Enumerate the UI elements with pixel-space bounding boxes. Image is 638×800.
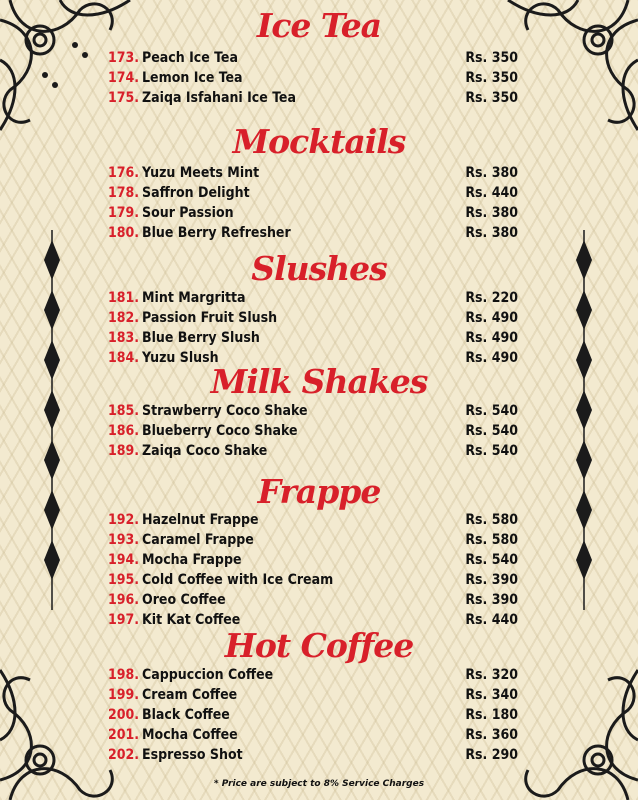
item-number: 195. (108, 572, 140, 588)
item-number: 178. (108, 185, 140, 201)
item-number: 179. (108, 205, 140, 221)
item-number: 184. (108, 350, 140, 366)
item-number: 183. (108, 330, 140, 346)
item-name: Sour Passion (142, 205, 234, 221)
item-name: Caramel Frappe (142, 532, 254, 548)
item-number: 196. (108, 592, 140, 608)
item-name: Yuzu Meets Mint (142, 165, 260, 181)
item-number: 198. (108, 667, 140, 683)
item-number: 176. (108, 165, 140, 181)
menu-item (108, 530, 518, 550)
item-name: Cream Coffee (142, 687, 238, 703)
item-number: 182. (108, 310, 140, 326)
menu-item (108, 590, 518, 610)
item-price: Rs. 320 (465, 667, 518, 683)
item-price: Rs. 540 (465, 403, 518, 419)
menu-item (108, 308, 518, 328)
menu-item (108, 68, 518, 88)
item-name: Strawberry Coco Shake (142, 403, 308, 419)
item-price: Rs. 350 (465, 90, 518, 106)
item-price: Rs. 490 (465, 350, 518, 366)
item-name: Blueberry Coco Shake (142, 423, 298, 439)
menu-item (108, 441, 518, 461)
item-price: Rs. 220 (465, 290, 518, 306)
item-name: Espresso Shot (142, 747, 243, 763)
section-title-milk-shakes: Milk Shakes (210, 362, 428, 401)
item-price: Rs. 540 (465, 423, 518, 439)
item-price: Rs. 180 (465, 707, 518, 723)
service-charge-note: * Price are subject to 8% Service Charges (213, 779, 425, 789)
item-price: Rs. 580 (465, 512, 518, 528)
menu-item (108, 288, 518, 308)
menu-item (108, 705, 518, 725)
item-number: 193. (108, 532, 140, 548)
item-number: 173. (108, 50, 140, 66)
item-number: 189. (108, 443, 140, 459)
item-price: Rs. 380 (465, 205, 518, 221)
item-name: Mocha Coffee (142, 727, 238, 743)
item-name: Cold Coffee with Ice Cream (142, 572, 334, 588)
item-price: Rs. 440 (465, 185, 518, 201)
item-number: 180. (108, 225, 140, 241)
item-number: 181. (108, 290, 140, 306)
item-name: Kit Kat Coffee (142, 612, 241, 628)
item-name: Black Coffee (142, 707, 230, 723)
item-price: Rs. 390 (465, 572, 518, 588)
item-name: Peach Ice Tea (142, 50, 238, 66)
item-name: Zaiqa Coco Shake (142, 443, 268, 459)
item-price: Rs. 380 (465, 225, 518, 241)
item-number: 199. (108, 687, 140, 703)
menu-item (108, 550, 518, 570)
item-price: Rs. 540 (465, 552, 518, 568)
menu-item (108, 725, 518, 745)
menu-item (108, 163, 518, 183)
item-name: Lemon Ice Tea (142, 70, 243, 86)
section-title-frappe: Frappe (257, 472, 381, 511)
menu-item (108, 48, 518, 68)
item-number: 194. (108, 552, 140, 568)
item-price: Rs. 350 (465, 50, 518, 66)
menu-item (108, 570, 518, 590)
item-name: Saffron Delight (142, 185, 250, 201)
menu-item (108, 203, 518, 223)
item-name: Mint Margritta (142, 290, 246, 306)
item-number: 186. (108, 423, 140, 439)
item-price: Rs. 580 (465, 532, 518, 548)
item-name: Blue Berry Slush (142, 330, 260, 346)
section-title-ice-tea: Ice Tea (256, 6, 382, 45)
menu-item (108, 223, 518, 243)
item-number: 201. (108, 727, 140, 743)
item-price: Rs. 340 (465, 687, 518, 703)
item-name: Passion Fruit Slush (142, 310, 278, 326)
menu-item (108, 665, 518, 685)
item-price: Rs. 380 (465, 165, 518, 181)
item-name: Hazelnut Frappe (142, 512, 259, 528)
item-name: Oreo Coffee (142, 592, 226, 608)
item-price: Rs. 290 (465, 747, 518, 763)
menu-item (108, 510, 518, 530)
item-name: Blue Berry Refresher (142, 225, 291, 241)
item-number: 175. (108, 90, 140, 106)
menu-item (108, 401, 518, 421)
item-number: 174. (108, 70, 140, 86)
item-number: 202. (108, 747, 140, 763)
item-name: Zaiqa Isfahani Ice Tea (142, 90, 296, 106)
item-price: Rs. 490 (465, 310, 518, 326)
menu-item (108, 183, 518, 203)
menu-item (108, 88, 518, 108)
item-price: Rs. 350 (465, 70, 518, 86)
item-number: 200. (108, 707, 140, 723)
section-title-mocktails: Mocktails (232, 122, 406, 161)
item-number: 185. (108, 403, 140, 419)
section-title-hot-coffee: Hot Coffee (224, 626, 414, 665)
item-number: 197. (108, 612, 140, 628)
section-title-slushes: Slushes (251, 249, 387, 288)
item-price: Rs. 390 (465, 592, 518, 608)
item-price: Rs. 540 (465, 443, 518, 459)
menu-item (108, 685, 518, 705)
item-price: Rs. 440 (465, 612, 518, 628)
item-price: Rs. 360 (465, 727, 518, 743)
item-price: Rs. 490 (465, 330, 518, 346)
item-name: Yuzu Slush (142, 350, 219, 366)
menu-item (108, 328, 518, 348)
item-name: Cappuccion Coffee (142, 667, 274, 683)
item-number: 192. (108, 512, 140, 528)
menu-item (108, 421, 518, 441)
item-name: Mocha Frappe (142, 552, 242, 568)
menu-item (108, 745, 518, 765)
